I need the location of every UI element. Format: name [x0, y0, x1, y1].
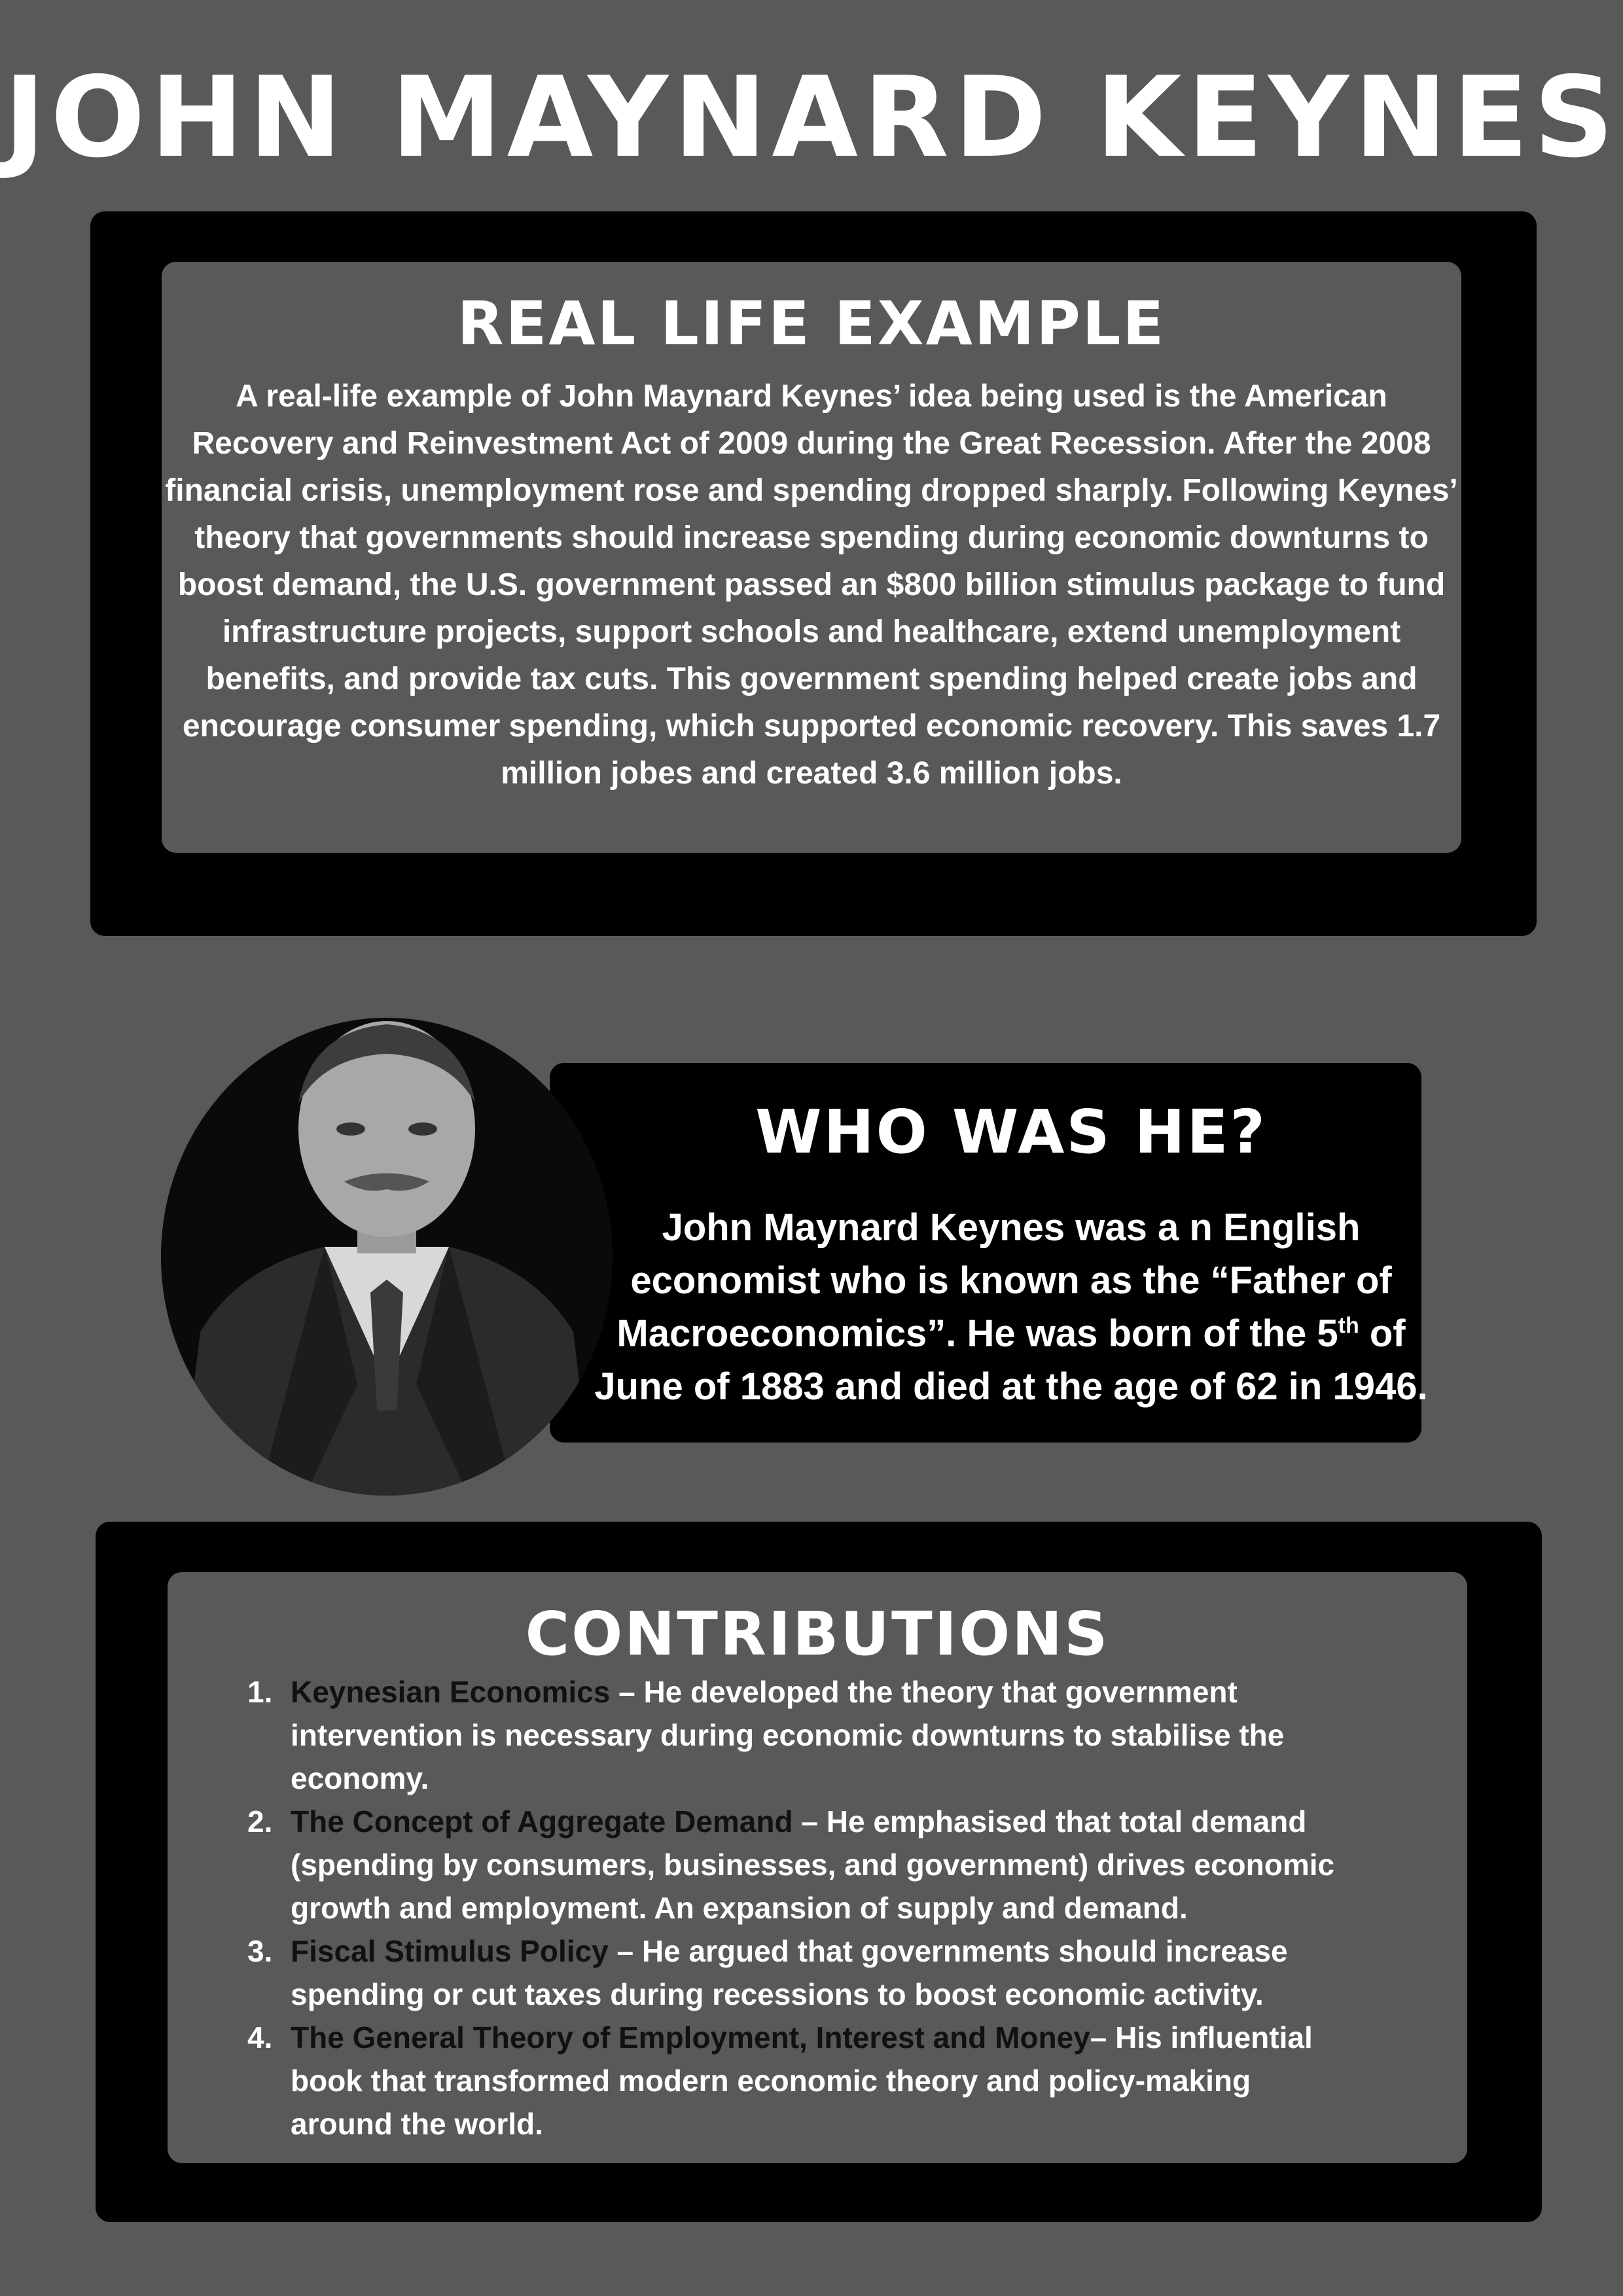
portrait-photo: [161, 1018, 613, 1496]
list-number: 3.: [247, 1934, 273, 1968]
contribution-term: The General Theory of Employment, Interest and Money: [291, 2020, 1090, 2054]
contributions-card: [168, 1572, 1467, 2163]
contribution-desc: – His influential book that transformed modern economic theory and policy-making around the world.: [291, 2020, 1313, 2141]
who-heading: WHO WAS HE?: [755, 1097, 1267, 1167]
contribution-desc: – He argued that governments should increase spending or cut taxes during recessions to boost economic activity.: [291, 1934, 1288, 2011]
real-life-card: [162, 262, 1461, 853]
portrait-illustration: [161, 1018, 613, 1496]
list-number: 4.: [247, 2020, 273, 2054]
list-item: [247, 1800, 1360, 1929]
contribution-desc: – He developed the theory that government intervention is necessary during economic downturns to stabilise the economy.: [291, 1675, 1285, 1795]
who-text-part2: of June of 1883 and died at the age of 62 in 1946.: [594, 1312, 1428, 1408]
contribution-term: Fiscal Stimulus Policy: [291, 1934, 609, 1968]
contribution-term: The Concept of Aggregate Demand: [291, 1804, 793, 1839]
who-text-sup: th: [1338, 1313, 1359, 1338]
contributions-list: [247, 1670, 1360, 2145]
real-life-heading: REAL LIFE EXAMPLE: [457, 289, 1166, 359]
contribution-desc: – He emphasised that total demand (spending by consumers, businesses, and government) drives economic growth and employment. An expansion of supply and demand.: [291, 1804, 1335, 1925]
list-number: 1.: [247, 1675, 273, 1709]
list-item: [247, 2016, 1360, 2145]
real-life-text: A real-life example of John Maynard Keynes’ idea being used is the American Recovery and Reinvestment Act of 2009 during the Great Recession. After the 2008 financial crisis, unemployment rose and spending dropped sharply. Following Keynes’ theory that governments should increase spending during economic downturns to boost demand, the U.S. government passed an $800 billion stimulus package to fund infrastructure projects, support schools and healthcare, extend unemployment benefits, and provide tax cuts. This government spending helped create jobs and encourage consumer spending, which supported economic recovery. This saves 1.7 million jobes and created 3.6 million jobs.: [165, 379, 1458, 791]
page-title: JOHN MAYNARD KEYNES: [4, 53, 1619, 183]
who-text: [589, 1201, 1433, 1413]
list-item: [247, 1929, 1360, 2016]
list-number: 2.: [247, 1804, 273, 1839]
list-item: [247, 1670, 1360, 1800]
contributions-heading: CONTRIBUTIONS: [525, 1599, 1110, 1669]
contribution-term: Keynesian Economics: [291, 1675, 611, 1709]
who-text-part1: John Maynard Keynes was a n English economist who is known as the “Father of Macroeconomics”. He was born of the 5: [616, 1206, 1392, 1355]
